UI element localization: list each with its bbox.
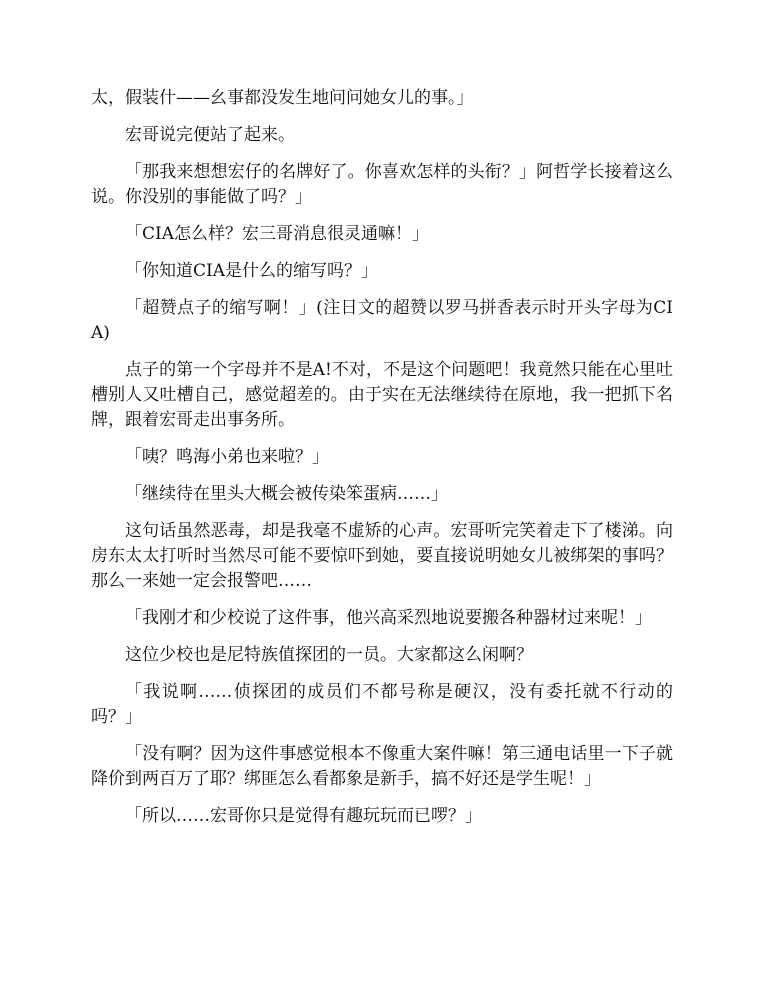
paragraph-6: 「超赞点子的缩写啊！」(注日文的超赞以罗马拼香表示时开头字母为CIA): [91, 298, 673, 343]
paragraph-14: 「没有啊？因为这件事感觉根本不像重大案件嘛！第三通电话里一下子就降价到两百万了耶？绑匪怎么看都象是新手，搞不好还是学生呢！」: [91, 744, 673, 789]
paragraph-5: 「你知道CIA是什么的缩写吗？」: [125, 261, 378, 281]
paragraph-2: 宏哥说完便站了起来。: [125, 125, 295, 145]
paragraph-15: 「所以……宏哥你只是觉得有趣玩玩而已啰？」: [125, 806, 482, 826]
paragraph-11: 「我刚才和少校说了这件事，他兴高采烈地说要搬各种器材过来呢！」: [125, 608, 652, 628]
text-column: [91, 86, 673, 841]
paragraph-8: 「咦？鸣海小弟也来啦？」: [125, 447, 329, 467]
paragraph-7: 点子的第一个字母并不是A!不对，不是这个问题吧！我竟然只能在心里吐槽别人又吐槽自己，感觉超差的。由于实在无法继续待在原地，我一把抓下名牌，跟着宏哥走出事务所。: [91, 360, 673, 430]
paragraph-10: 这句话虽然恶毒，却是我毫不虚矫的心声。宏哥听完笑着走下了楼涕。向房东太太打听时当然尽可能不要惊吓到她，要直接说明她女儿被绑架的事吗？那么一来她一定会报警吧……: [91, 521, 673, 591]
paragraph-13: 「我说啊……侦探团的成员们不都号称是硬汉，没有委托就不行动的吗？」: [91, 682, 673, 727]
paragraph-9: 「继续待在里头大概会被传染笨蛋病……」: [125, 484, 448, 504]
paragraph-1: 太，假装什——幺事都没发生地问问她女儿的事。」: [91, 88, 474, 108]
paragraph-12: 这位少校也是尼特族值探团的一员。大家都这么闲啊？: [125, 645, 533, 665]
paragraph-4: 「CIA怎么样？宏三哥消息很灵通嘛！」: [125, 224, 429, 244]
paragraph-3: 「那我来想想宏仔的名牌好了。你喜欢怎样的头衔？」阿哲学长接着这么说。你没别的事能做了吗？」: [91, 162, 673, 207]
